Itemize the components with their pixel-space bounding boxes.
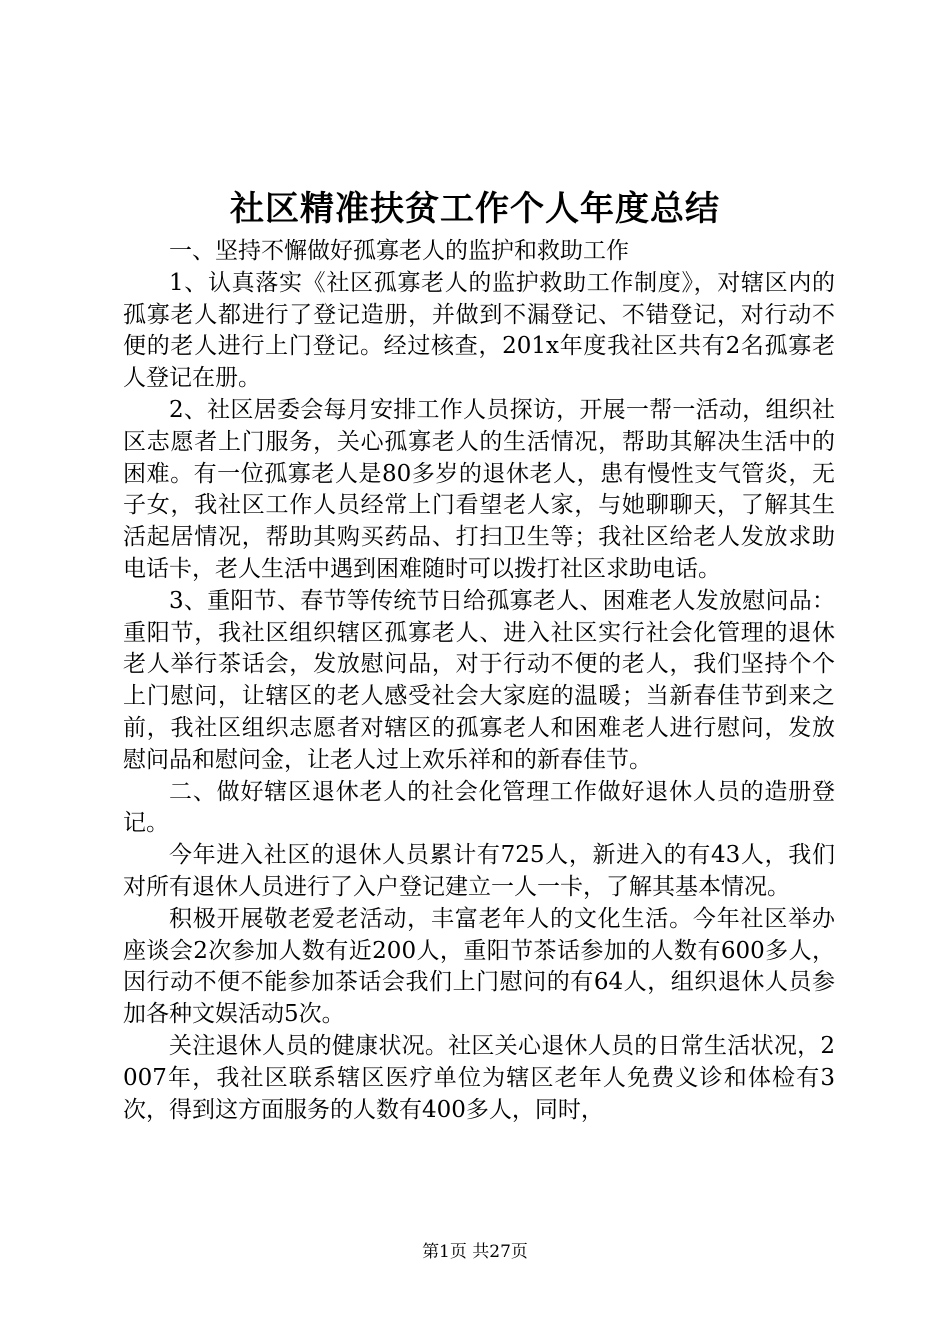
paragraph: 积极开展敬老爱老活动，丰富老年人的文化生活。今年社区举办座谈会2次参加人数有近200人，重阳节茶话参加的人数有600多人，因行动不便不能参加茶话会我们上门慰问的有64人，组织退休人员参加各种文娱活动5次。 [123,905,835,1028]
paragraph: 今年进入社区的退休人员累计有725人，新进入的有43人，我们对所有退休人员进行了入户登记建立一人一卡，了解其基本情况。 [123,842,835,900]
document-body [123,236,835,1126]
paragraph: 3、重阳节、春节等传统节日给孤寡老人、困难老人发放慰问品：重阳节，我社区组织辖区孤寡老人、进入社区实行社会化管理的退休老人举行茶话会，发放慰问品，对于行动不便的老人，我们坚持个个上门慰问，让辖区的老人感受社会大家庭的温暖；当新春佳节到来之前，我社区组织志愿者对辖区的孤寡老人和困难老人进行慰问，发放慰问品和慰问金，让老人过上欢乐祥和的新春佳节。 [123,587,835,773]
section-heading-2: 二、做好辖区退休老人的社会化管理工作做好退休人员的造册登记。 [123,778,835,837]
section-heading-1: 一、坚持不懈做好孤寡老人的监护和救助工作 [169,238,629,264]
page-number: 第1页 共27页 [422,1242,528,1262]
paragraph: 2、社区居委会每月安排工作人员探访，开展一帮一活动，组织社区志愿者上门服务，关心孤寡老人的生活情况，帮助其解决生活中的困难。有一位孤寡老人是80多岁的退休老人，患有慢性支气管炎，无子女，我社区工作人员经常上门看望老人家，与她聊聊天，了解其生活起居情况，帮助其购买药品、打扫卫生等；我社区给老人发放求助电话卡，老人生活中遇到困难随时可以拨打社区求助电话。 [123,396,835,582]
document-title: 社区精准扶贫工作个人年度总结 [230,189,720,229]
paragraph: 1、认真落实《社区孤寡老人的监护救助工作制度》，对辖区内的孤寡老人都进行了登记造册，并做到不漏登记、不错登记，对行动不便的老人进行上门登记。经过核查，201x年度我社区共有2名孤寡老人登记在册。 [123,269,835,392]
paragraph: 关注退休人员的健康状况。社区关心退休人员的日常生活状况，2007年，我社区联系辖区医疗单位为辖区老年人免费义诊和体检有3次，得到这方面服务的人数有400多人，同时， [123,1032,835,1123]
